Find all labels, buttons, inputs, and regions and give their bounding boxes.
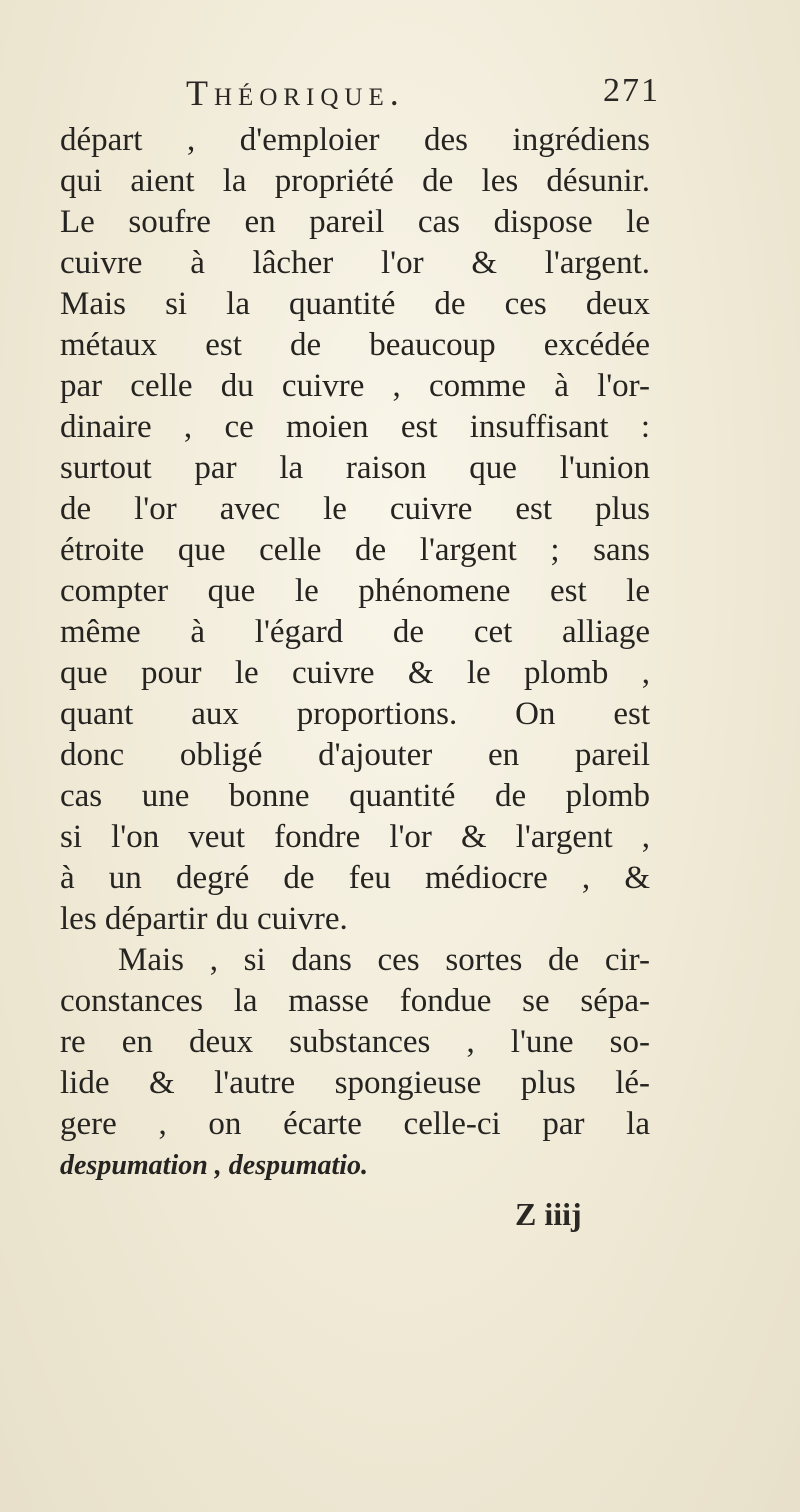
page-number: 271 [603, 72, 660, 109]
text-line: Mais si la quantité de ces deux [60, 286, 650, 322]
text-line: de l'or avec le cuivre est plus [60, 491, 650, 527]
body-text [60, 120, 650, 1186]
text-line: même à l'égard de cet alliage [60, 614, 650, 650]
text-line: Le soufre en pareil cas dispose le [60, 204, 650, 240]
running-head-title: Théorique. [186, 73, 405, 113]
text-line: re en deux substances , l'une so- [60, 1024, 650, 1060]
signature-mark: Z iiij [515, 1196, 582, 1232]
text-line: les départir du cuivre. [60, 901, 348, 937]
text-line: qui aient la propriété de les désunir. [60, 163, 650, 199]
text-line: despumation , despumatio. [60, 1150, 369, 1181]
text-line: gere , on écarte celle-ci par la [60, 1106, 650, 1142]
text-line: par celle du cuivre , comme à l'or- [60, 368, 650, 404]
text-line: cuivre à lâcher l'or & l'argent. [60, 245, 650, 281]
text-line: constances la masse fondue se sépa- [60, 983, 650, 1019]
text-line: étroite que celle de l'argent ; sans [60, 532, 650, 568]
text-line: à un degré de feu médiocre , & [60, 860, 650, 896]
text-line: cas une bonne quantité de plomb [60, 778, 650, 814]
text-line: si l'on veut fondre l'or & l'argent , [60, 819, 650, 855]
text-line: compter que le phénomene est le [60, 573, 650, 609]
running-head [186, 72, 660, 118]
text-line: Mais , si dans ces sortes de cir- [118, 942, 650, 978]
text-line: dinaire , ce moien est insuffisant : [60, 409, 650, 445]
text-line: lide & l'autre spongieuse plus lé- [60, 1065, 650, 1101]
text-line: que pour le cuivre & le plomb , [60, 655, 650, 691]
text-line: donc obligé d'ajouter en pareil [60, 737, 650, 773]
text-line: métaux est de beaucoup excédée [60, 327, 650, 363]
text-line: surtout par la raison que l'union [60, 450, 650, 486]
text-line: quant aux proportions. On est [60, 696, 650, 732]
text-line: départ , d'emploier des ingrédiens [60, 122, 650, 158]
